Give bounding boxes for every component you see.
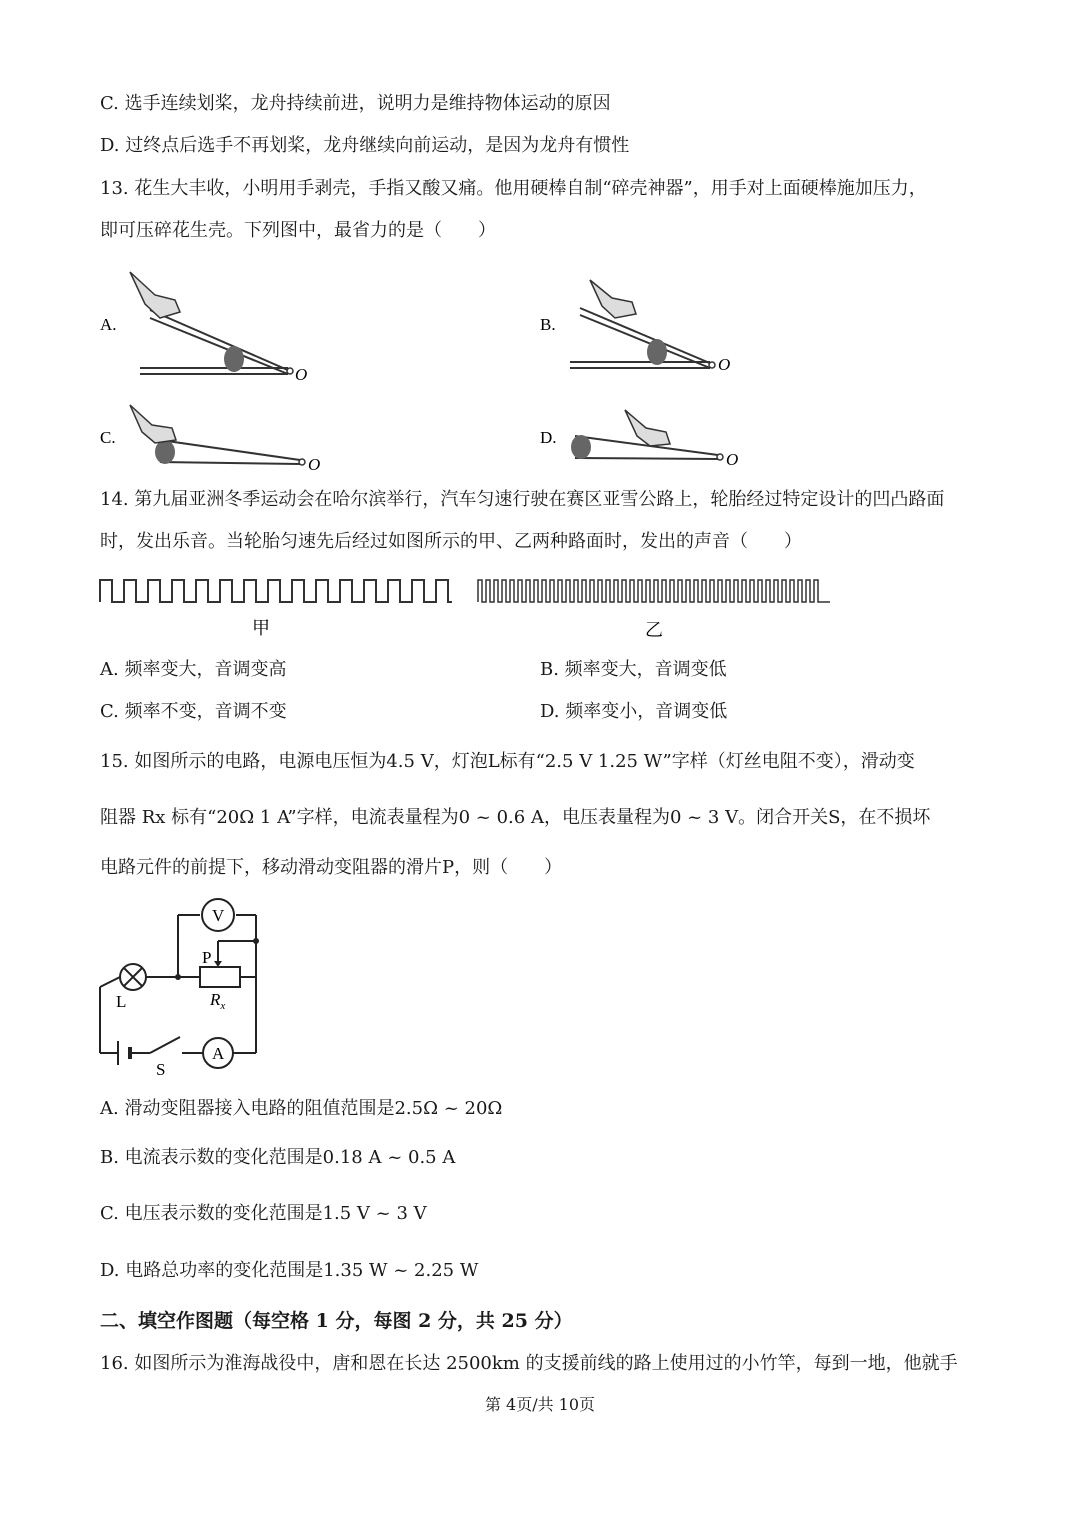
q14-option-d: D. 频率变小，音调变低 [540, 701, 728, 722]
q13-lever-figures [0, 260, 1080, 480]
slider-label: P [202, 948, 212, 967]
peanut-icon [224, 346, 244, 372]
lever-figure-d [540, 410, 738, 469]
q14-option-b: B. 频率变大，音调变低 [540, 659, 727, 680]
hand-icon [590, 280, 636, 318]
pivot-o-c: O [308, 455, 321, 474]
lamp-label: L [116, 992, 127, 1011]
resistor-symbol: R [210, 990, 221, 1009]
q15-stem-line2: 阻器 Rx 标有“20Ω 1 A”字样，电流表量程为0 ~ 0.6 A，电压表量程为0 ~ 3 V。闭合开关S，在不损坏 [100, 807, 931, 828]
battery-icon [118, 1041, 130, 1065]
q13-stem-line1: 13. 花生大丰收，小明用手剥壳，手指又酸又痛。他用硬棒自制“碎壳神器”，用手对上面硬棒施加压力， [100, 178, 927, 199]
hand-icon [130, 405, 176, 443]
q15-option-b: B. 电流表示数的变化范围是0.18 A ~ 0.5 A [100, 1147, 456, 1168]
q12-option-c: C. 选手连续划桨，龙舟持续前进，说明力是维持物体运动的原因 [100, 93, 611, 114]
section-2-title: 二、填空作图题（每空格 1 分，每图 2 分，共 25 分） [100, 1310, 573, 1332]
voltmeter-label: V [212, 906, 225, 925]
q16-stem-line1: 16. 如图所示为淮海战役中，唐和恩在长达 2500km 的支援前线的路上使用过的小竹竿，每到一地，他就手 [100, 1353, 958, 1374]
road-yi [478, 580, 830, 602]
lever-figure-c [100, 405, 320, 474]
peanut-icon [571, 435, 591, 459]
q14-stem-line1: 14. 第九届亚洲冬季运动会在哈尔滨举行，汽车匀速行驶在赛区亚雪公路上，轮胎经过特定设计的凹凸路面 [100, 489, 945, 510]
q15-stem-line1: 15. 如图所示的电路，电源电压恒为4.5 V，灯泡L标有“2.5 V 1.25 W”字样（灯丝电阻不变），滑动变 [100, 751, 915, 772]
lever-a-label: A. [100, 315, 117, 334]
peanut-icon [647, 339, 667, 365]
pivot-o-b: O [718, 355, 731, 374]
q14-road-figures [0, 572, 1080, 642]
hand-icon [625, 410, 670, 446]
q14-stem-line2: 时，发出乐音。当轮胎匀速先后经过如图所示的甲、乙两种路面时，发出的声音（ ） [100, 531, 802, 552]
road-jia [100, 580, 452, 602]
q13-stem-line2: 即可压碎花生壳。下列图中，最省力的是（ ） [100, 220, 496, 241]
switch-label: S [156, 1060, 166, 1079]
road-label-jia: 甲 [252, 618, 270, 638]
peanut-icon [155, 440, 175, 464]
resistor-label [209, 990, 225, 1012]
lever-c-label: C. [100, 428, 116, 447]
resistor-subscript: x [220, 1000, 226, 1012]
page-footer: 第 4页/共 10页 [484, 1395, 596, 1414]
pivot-o-d: O [726, 450, 739, 469]
lever-figure-b [540, 280, 730, 374]
q15-option-a: A. 滑动变阻器接入电路的阻值范围是2.5Ω ~ 20Ω [100, 1098, 503, 1119]
lever-b-label: B. [540, 315, 556, 334]
q15-option-c: C. 电压表示数的变化范围是1.5 V ~ 3 V [100, 1203, 427, 1224]
q14-option-a: A. 频率变大，音调变高 [100, 659, 287, 680]
q12-option-d: D. 过终点后选手不再划桨，龙舟继续向前运动，是因为龙舟有惯性 [100, 135, 630, 156]
lever-figure-a [100, 272, 307, 384]
lamp-icon [120, 964, 146, 990]
pivot-o-a: O [295, 365, 308, 384]
ammeter-label: A [212, 1044, 225, 1063]
q15-circuit-diagram [90, 895, 390, 1095]
hand-icon [130, 272, 180, 318]
road-label-yi: 乙 [645, 620, 663, 640]
q15-stem-line3: 电路元件的前提下，移动滑动变阻器的滑片P，则（ ） [100, 857, 563, 878]
q14-option-c: C. 频率不变，音调不变 [100, 701, 287, 722]
lever-d-label: D. [540, 428, 557, 447]
q15-option-d: D. 电路总功率的变化范围是1.35 W ~ 2.25 W [100, 1260, 479, 1281]
